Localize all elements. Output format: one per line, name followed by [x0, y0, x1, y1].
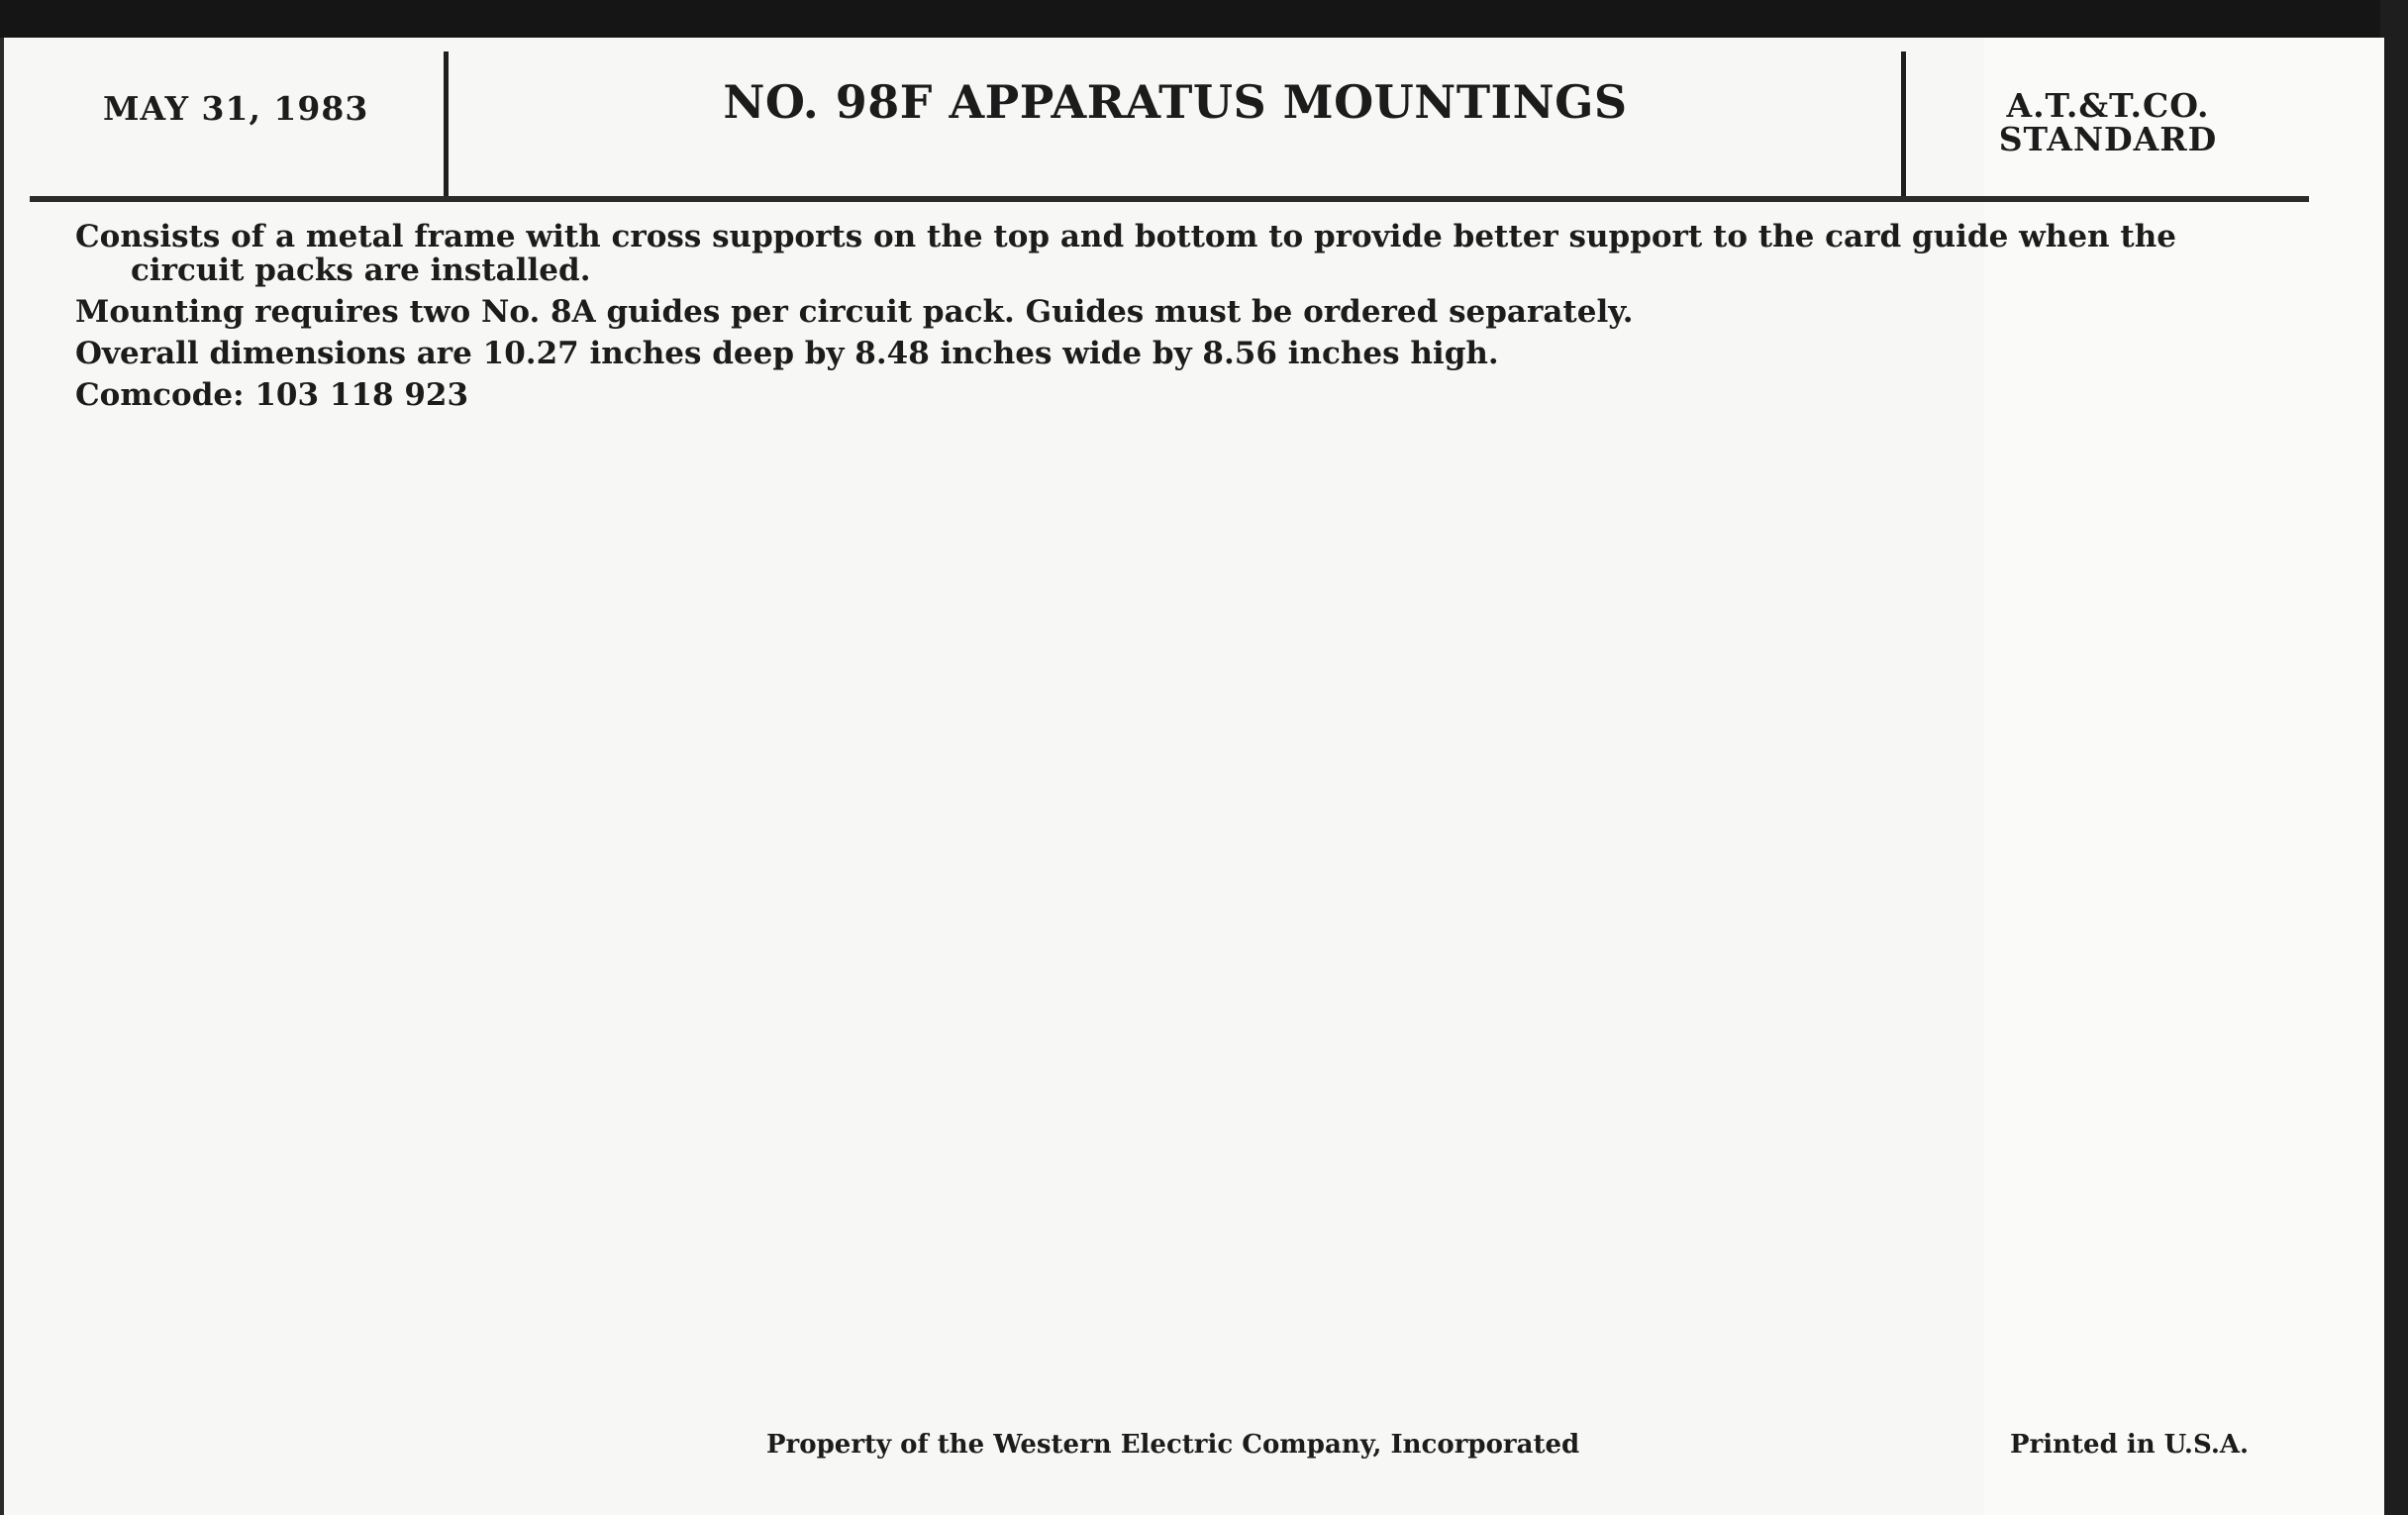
comcode-paragraph: Comcode: 103 118 923 — [75, 377, 469, 413]
document-page — [0, 38, 2380, 1515]
scan-top-edge — [0, 0, 2408, 40]
issue-date: MAY 31, 1983 — [103, 89, 369, 128]
header-divider-right — [1901, 51, 1906, 202]
standard-label — [1915, 86, 2301, 158]
standard-label-line2: STANDARD — [1998, 120, 2218, 158]
header-divider-left — [444, 51, 449, 196]
footer-printed-notice: Printed in U.S.A. — [2010, 1430, 2250, 1460]
standard-label-line1: A.T.&T.CO. — [2006, 86, 2210, 125]
scan-right-edge — [2380, 0, 2408, 1515]
header-rule — [30, 196, 2309, 202]
description-paragraph: Consists of a metal frame with cross supports on the top and bottom to provide better support to the card guide when the circuit packs are installed. — [75, 219, 2176, 288]
mounting-paragraph: Mounting requires two No. 8A guides per circuit pack. Guides must be ordered separately. — [75, 294, 1634, 330]
dimensions-paragraph: Overall dimensions are 10.27 inches deep by 8.48 inches wide by 8.56 inches high. — [75, 336, 1499, 371]
page-title: NO. 98F APPARATUS MOUNTINGS — [723, 75, 1628, 129]
footer-property-notice: Property of the Western Electric Company, Incorporated — [766, 1430, 1580, 1460]
description-body — [75, 220, 2273, 420]
